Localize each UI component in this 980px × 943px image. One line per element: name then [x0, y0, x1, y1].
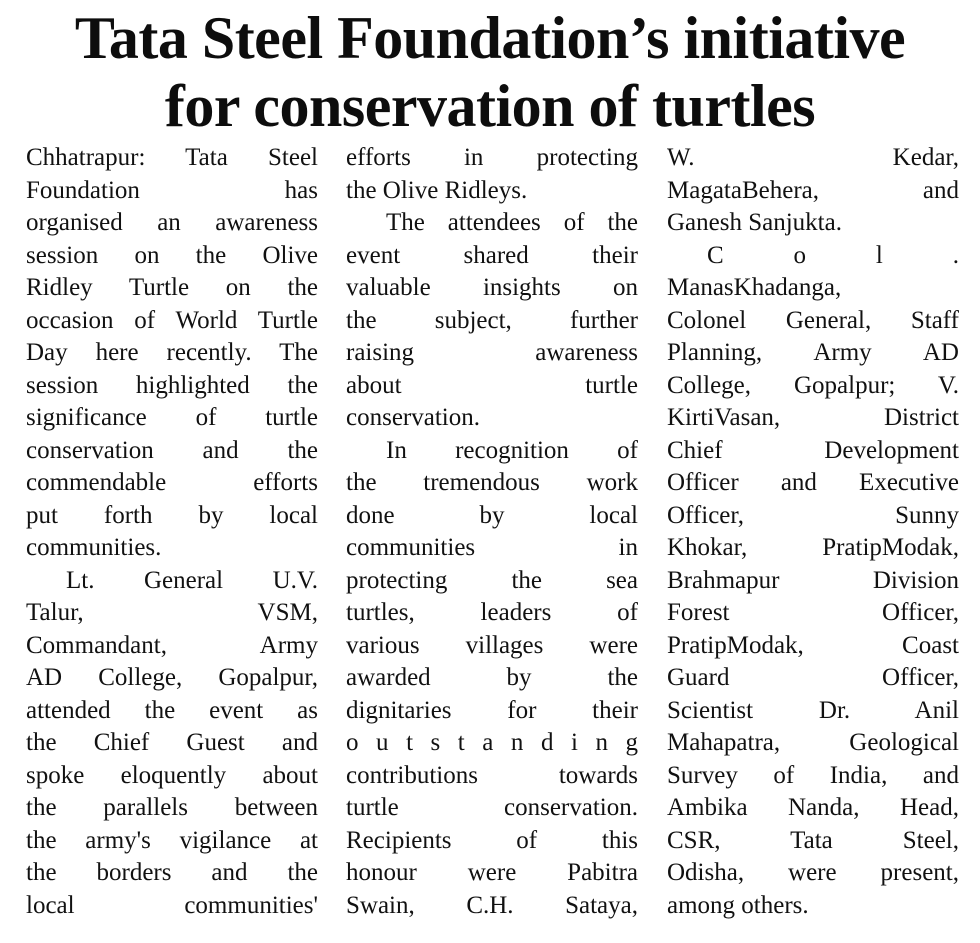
article-text-line: organised an awareness [26, 209, 318, 236]
article-text-line: Officer, Sunny [667, 501, 959, 529]
article-text-line: Chhatrapur: Tata Steel [26, 144, 318, 171]
article-text-line: done by local [346, 501, 638, 529]
article-column-3 [667, 142, 959, 922]
article-text-line: The attendees of the [386, 209, 638, 236]
article-text-line: College, Gopalpur; V. [667, 371, 959, 399]
article-text-line: AD College, Gopalpur, [26, 664, 318, 691]
article-text-line: conservation and the [26, 436, 318, 464]
article-text-line: Khokar, PratipModak, [667, 534, 959, 561]
article-text-line: MagataBehera, and [667, 176, 959, 204]
article-text-line: awarded by the [346, 664, 638, 691]
article-text-line: the borders and the [26, 859, 318, 886]
article-text-line: the parallels between [26, 794, 318, 821]
article-text-line: PratipModak, Coast [667, 631, 959, 659]
headline-line-2: for conservation of turtles [164, 73, 816, 139]
article-text-line: significance of turtle [26, 404, 318, 431]
article-text-line: attended the event as [26, 696, 318, 724]
article-text-line: the Olive Ridleys. [346, 176, 528, 204]
article-text-line: conservation. [346, 404, 480, 431]
article-text-line: spoke eloquently about [26, 761, 318, 789]
article-text-line: Officer and Executive [667, 469, 959, 496]
article-text-line: Brahmapur Division [667, 566, 959, 594]
article-text-line: the subject, further [346, 306, 638, 334]
article-text-line: among others. [667, 891, 809, 919]
article-column-2 [346, 142, 638, 922]
article-column-1 [26, 142, 318, 922]
article-text-line: Colonel General, Staff [667, 306, 959, 334]
article-text-line: session highlighted the [26, 371, 318, 399]
article-text-line: C o l . [707, 241, 959, 269]
article-text-line: valuable insights on [346, 274, 638, 301]
article-text-line: efforts in protecting [346, 144, 638, 171]
article-text-line: session on the Olive [26, 241, 318, 269]
article-text-line: Forest Officer, [667, 599, 959, 626]
article-text-line: communities in [346, 534, 638, 561]
article-text-line: put forth by local [26, 501, 318, 529]
article-text-line: event shared their [346, 241, 638, 269]
article-text-line: turtles, leaders of [346, 599, 638, 626]
article-text-line: dignitaries for their [346, 696, 638, 724]
article-text-line: Scientist Dr. Anil [667, 696, 959, 724]
article-text-line: Ridley Turtle on the [26, 274, 318, 301]
article-text-line: o u t s t a n d i n g [346, 729, 638, 756]
article-text-line: Foundation has [26, 176, 318, 204]
article-text-line: the army's vigilance at [26, 826, 318, 854]
article-text-line: Mahapatra, Geological [667, 729, 959, 756]
article-text-line: Recipients of this [346, 826, 638, 854]
article-text-line: KirtiVasan, District [667, 404, 959, 431]
article-text-line: In recognition of [386, 436, 638, 464]
article-text-line: raising awareness [346, 339, 638, 366]
article-text-line: communities. [26, 534, 162, 561]
article-text-line: Planning, Army AD [667, 339, 959, 366]
article-text-line: Talur, VSM, [26, 599, 318, 626]
article-text-line: local communities' [26, 891, 318, 919]
article-text-line: honour were Pabitra [346, 859, 638, 886]
article-text-line: Chief Development [667, 436, 959, 464]
article-text-line: commendable efforts [26, 469, 318, 496]
article-text-line: Odisha, were present, [667, 859, 959, 886]
article-text-line: Commandant, Army [26, 631, 318, 659]
headline [0, 4, 980, 140]
article-text-line: the tremendous work [346, 469, 638, 496]
article-text-line: Ganesh Sanjukta. [667, 209, 842, 236]
headline-line-1: Tata Steel Foundation’s initiative [74, 5, 906, 71]
article-text-line: Survey of India, and [667, 761, 959, 789]
article-text-line: contributions towards [346, 761, 638, 789]
article-text-line: Swain, C.H. Sataya, [346, 891, 638, 919]
article-text-line: turtle conservation. [346, 794, 638, 821]
article-text-line: the Chief Guest and [26, 729, 318, 756]
article-text-line: CSR, Tata Steel, [667, 826, 959, 854]
article-text-line: about turtle [346, 371, 638, 399]
article-text-line: ManasKhadanga, [667, 274, 842, 301]
article-text-line: occasion of World Turtle [26, 306, 318, 334]
article-text-line: Day here recently. The [26, 339, 318, 366]
article-text-line: Ambika Nanda, Head, [667, 794, 959, 821]
article-text-line: various villages were [346, 631, 638, 659]
article-text-line: Guard Officer, [667, 664, 959, 691]
article-text-line: W. Kedar, [667, 144, 959, 171]
article-text-line: protecting the sea [346, 566, 638, 594]
article-text-line: Lt. General U.V. [66, 566, 318, 594]
